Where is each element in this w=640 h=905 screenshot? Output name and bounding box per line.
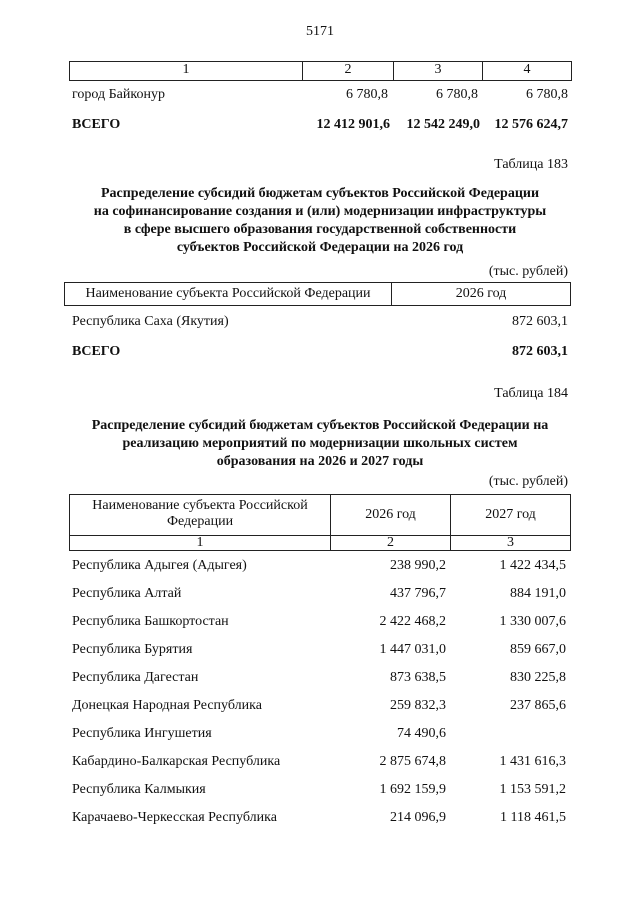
value-2027: 859 667,0 [510,642,566,657]
value-2027: 1 153 591,2 [499,782,566,797]
header-num-3: 3 [507,535,514,550]
table-row [0,642,640,662]
region-name: город Байконур [72,87,165,102]
value-2026: 214 096,9 [390,810,446,825]
column-header-region: Наименование субъекта Российской Федерации [85,286,371,301]
table-row [0,670,640,690]
value-2027: 830 225,8 [510,670,566,685]
region-name: Республика Калмыкия [72,782,206,797]
value-2027: 1 431 616,3 [499,754,566,769]
total-col3: 12 542 249,0 [406,117,480,132]
value-2026: 1 692 159,9 [379,782,446,797]
value-col4: 6 780,8 [526,87,568,102]
value-2026: 1 447 031,0 [379,642,446,657]
header-num-2: 2 [344,62,352,77]
total-col4: 12 576 624,7 [494,117,568,132]
column-header-2027: 2027 год [485,507,536,522]
value-2027: 1 330 007,6 [499,614,566,629]
table-183-number: Таблица 183 [494,157,568,172]
value-2027: 1 118 461,5 [500,810,566,825]
column-header-2026: 2026 год [365,507,416,522]
title-line: Распределение субсидий бюджетам субъектов Российской Федерации [100,186,540,201]
table-row [0,726,640,746]
total-label: ВСЕГО [72,344,121,359]
region-name: Кабардино-Балкарская Республика [72,754,281,769]
column-header-line: Наименование субъекта Российской [92,498,308,513]
header-num-2: 2 [387,535,394,550]
value-col3: 6 780,8 [436,87,478,102]
total-2026: 872 603,1 [512,344,568,359]
value-2027: 237 865,6 [510,698,566,713]
header-num-1: 1 [196,535,204,550]
value-2026: 872 603,1 [512,314,568,329]
header-num-1: 1 [182,62,190,77]
table-184-number: Таблица 184 [494,386,568,401]
value-2026: 2 875 674,8 [379,754,446,769]
header-num-4: 4 [523,62,531,77]
table-row [0,754,640,774]
table-183-units: (тыс. рублей) [488,264,568,279]
region-name: Республика Саха (Якутия) [72,314,229,329]
value-2026: 74 490,6 [397,726,446,741]
region-name: Республика Алтай [72,586,182,601]
table-184-units: (тыс. рублей) [488,474,568,489]
title-line: на софинансирование создания и (или) модернизации инфраструктуры [93,204,547,219]
title-line: образования на 2026 и 2027 годы [216,454,424,469]
value-2026: 238 990,2 [390,558,446,573]
region-name: Республика Бурятия [72,642,193,657]
column-header-region [70,498,330,530]
page-number: 5171 [306,24,334,39]
total-col2: 12 412 901,6 [316,117,390,132]
region-name: Донецкая Народная Республика [72,698,262,713]
table-row [0,558,640,578]
table-row [0,810,640,830]
value-col2: 6 780,8 [346,87,388,102]
title-line: реализацию мероприятий по модернизации школьных систем [122,436,518,451]
table-row [0,614,640,634]
value-2027: 1 422 434,5 [499,558,566,573]
region-name: Карачаево-Черкесская Республика [72,810,277,825]
region-name: Республика Башкортостан [72,614,229,629]
value-2026: 2 422 468,2 [379,614,446,629]
value-2026: 437 796,7 [390,586,446,601]
region-name: Республика Дагестан [72,670,199,685]
column-header-2026: 2026 год [455,286,507,301]
column-header-line: Федерации [166,514,234,529]
title-line: Распределение субсидий бюджетам субъектов Российской Федерации на [91,418,549,433]
table-183-title [40,185,600,257]
table-row [0,782,640,802]
header-num-3: 3 [434,62,442,77]
value-2026: 873 638,5 [390,670,446,685]
table-row [0,586,640,606]
region-name: Республика Адыгея (Адыгея) [72,558,247,573]
title-line: в сфере высшего образования государственной собственности [123,222,517,237]
total-label: ВСЕГО [72,117,121,132]
table-row [0,698,640,718]
table-184-title [40,417,600,471]
value-2026: 259 832,3 [390,698,446,713]
title-line: субъектов Российской Федерации на 2026 год [176,240,464,255]
region-name: Республика Ингушетия [72,726,212,741]
value-2027: 884 191,0 [510,586,566,601]
